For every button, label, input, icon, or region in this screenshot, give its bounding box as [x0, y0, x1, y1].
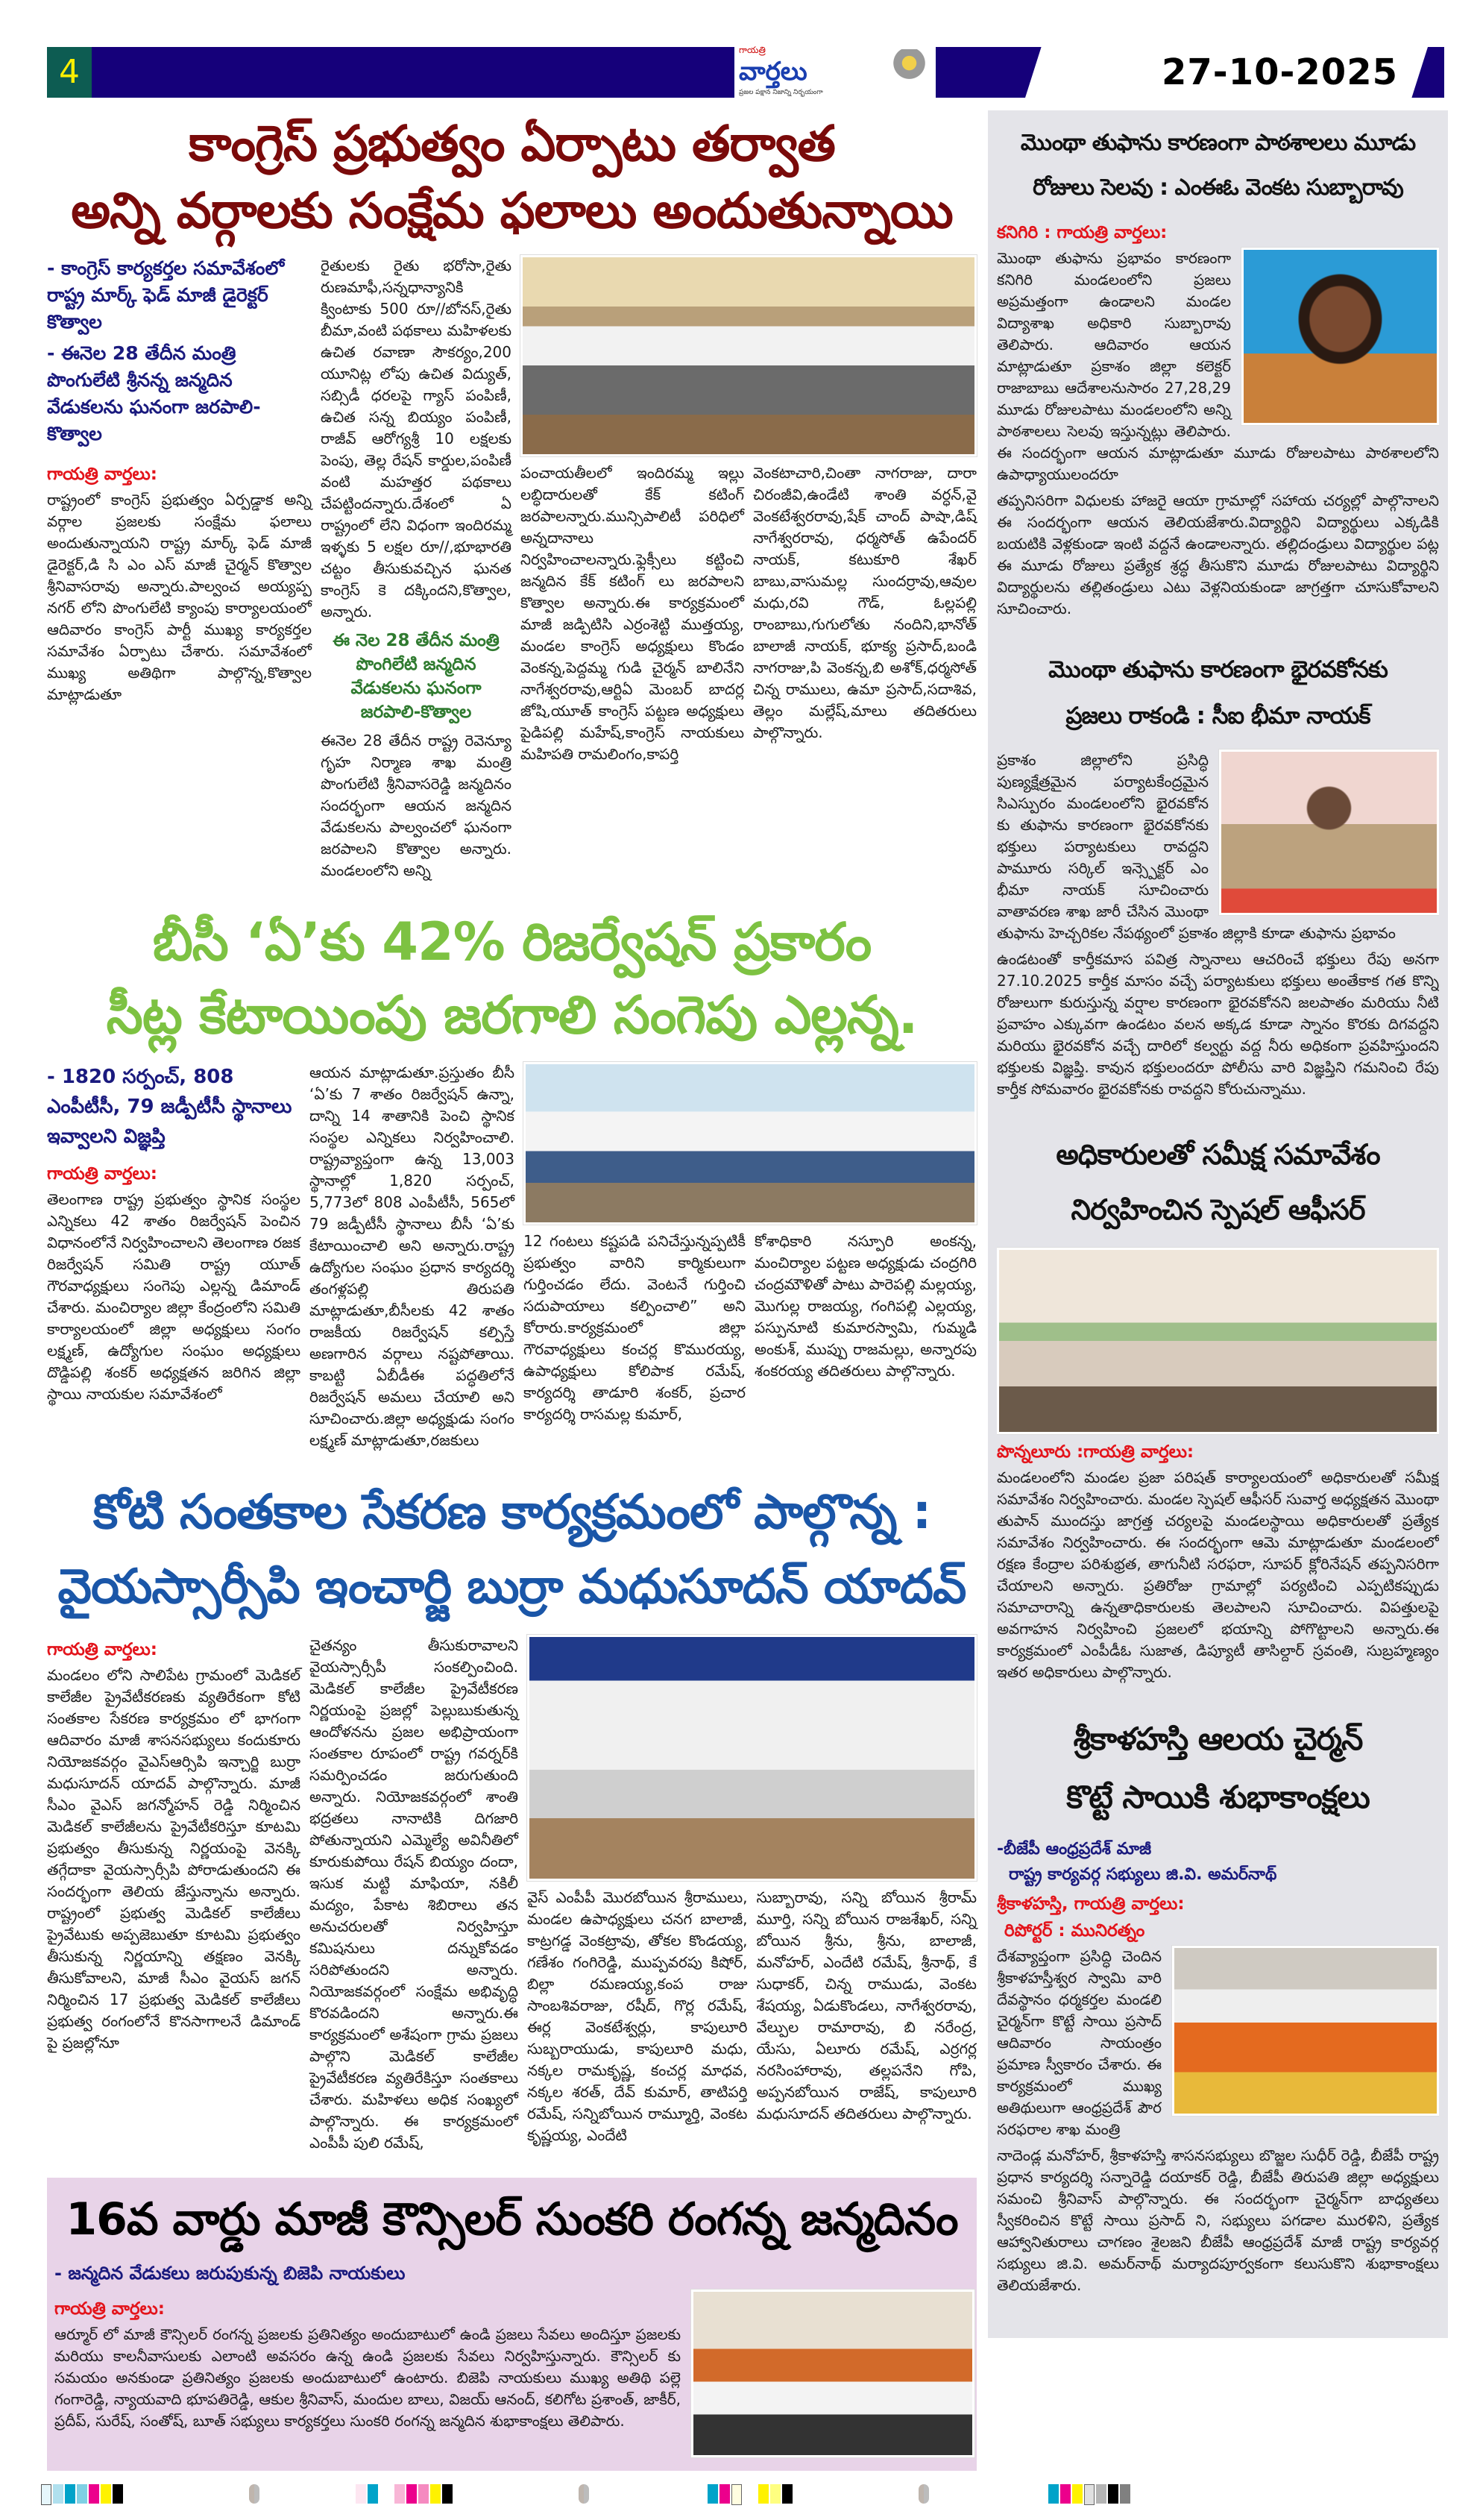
article-body: చైతన్యం తీసుకురావాలని వైయస్సార్సీపీ సంకల్పించింది. మెడికల్ కాలేజీల ప్రైవేటీకరణ నిర్ణయంపై ప్రజల్లో పెల్లుబుకుతున్న ఆందోళనను ప్రజల అభిప్రాయంగా సంతకాల రూపంలో రాష్ట్ర గవర్నర్‌కి సమర్పించడం జరుగుతుంది అన్నారు. నియోజకవర్గంలో శాంతి భద్రతలు నానాటికి దిగజారి పోతున్నాయని ఎమ్మెల్యే అవినీతిలో కూరుకుపోయి రేషన్ బియ్యం దందా, ఇసుక మట్టి మాఫియా, నకిలీ మద్యం, పేకాట శిబిరాలు తన అనుచరులతో నిర్వహిస్తూ కమిషనులు దన్నుకోవడం సరిపోతుందని అన్నారు. నియోజకవర్గంలో సంక్షేమ అభివృద్ధి కొరవడిందని అన్నారు.ఈ కార్యక్రమంలో అశేషంగా గ్రామ ప్రజలు పాల్గొని మెడికల్ కాలేజీల ప్రైవేటీకరణ వ్యతిరేకిస్తూ సంతకాలు చేశారు. మహిళలు అధిక సంఖ్యలో పాల్గొన్నారు. ఈ కార్యక్రమంలో ఎంపీపీ పులి రమేష్,: [309, 1636, 518, 2152]
article-body: మండలంలోని మండల ప్రజా పరిషత్ కార్యాలయంలో అధికారులతో సమీక్ష సమావేశం నిర్వహించారు. మండల స్పెషల్ ఆఫీసర్ సువార్త అధ్యక్షతన మొంథా తుపాన్ ముందస్తు జాగ్రత్త చర్యలపై మండలస్థాయి అధికారులతో ప్రత్యేక సమావేశం నిర్వహించారు. ఈ సందర్భంగా ఆమె మాట్లాడుతూ మండలంలో రక్షణ కేంద్రాల పరిశుభ్రత, తాగునీటి సరఫరా, సూపర్ క్లోరినేషన్ తప్పనిసరిగా చేయాలని అన్నారు. ప్రతిరోజు గ్రామాల్లో పర్యటించి ఎప్పటికప్పుడు సమాచారాన్ని ఉన్నతాధికారులకు తెలపాలని సూచించారు. విపత్తులపై అవగాహన నిర్వహించి ప్రజలలో భయాన్ని పోగొట్టాలని అన్నారు.ఈ కార్యక్రమంలో ఎంపీడీఓ సుజాత, డిప్యూటీ తాసిల్దార్ స్రవంతి, సుబ్రహ్మణ్యం ఇతర అధికారులు పాల్గొన్నారు.: [997, 1468, 1439, 1681]
masthead-bar: [47, 47, 1444, 98]
subhead-line: రాష్ట్ర కార్యవర్గ సభ్యులు జి.వి. అమర్‌నాథ్: [1009, 1865, 1277, 1884]
article-body: ఆర్మూర్ లో మాజీ కౌన్సిలర్ రంగన్న ప్రజలకు ప్రతినిత్యం అందుబాటులో ఉండి ప్రజలు సేవలు అందిస్తూ ప్రజలకు మరియు కాలనీవాసులకు ఎలాంటి అవసరం ఉన్న ఉండి ప్రజలకు సేవలు నిర్వహిస్తున్నారు. కౌన్సిలర్ కు సమయం అనకుండా ప్రతినిత్యం ప్రజలకు అందుబాటులో ఉంటారు. బిజెపి నాయకులు ముఖ్య అతిథి పల్లె గంగారెడ్డి, న్యాయవాది భూపతిరెడ్డి, ఆకుల శ్రీనివాస్, మందుల బాలు, విజయ్ ఆనంద్, కలిగోట ప్రశాంత్, జాకీర్, ప్రదీప్, సురేష్, సంతోష్, బూత్ సభ్యులు కార్యకర్తలు సుంకరి రంగన్న జన్మదిన శుభాకాంక్షలు తెలిపారు.: [54, 2325, 681, 2430]
article-body: ఉండటంతో కార్తీకమాస పవిత్ర స్నానాలు ఆచరించే భక్తులు రేపు అనగా 27.10.2025 కార్తీక మాసం వచ్చే పర్యాటకులు భక్తులు అంతేకాక గత కొన్ని రోజులుగా కురుస్తున్న వర్షాల కారణంగా భైరవకోనని జలపాతం మరియు నీటి ప్రవాహం ఎక్కువగా ఉండటం వలన అక్కడ కూడా స్నానం కొరకు దిగవద్దని మరియు భైరవకోన వచ్చే దారిలో కల్వర్టు వద్ద నీరు అధికంగా ప్రవహిస్తుందని భక్తులకు విజ్ఞప్తి. కావున భక్తులందరూ పోలీసు వారి విజ్ఞప్తిని గమనించి రేపు కార్తీక సోమవారం భైరవకోనకు రావద్దని కోరుచున్నాము.: [997, 950, 1439, 1098]
article-body: పంచాయతీలలో ఇందిరమ్మ ఇల్లు లబ్ధిదారులతో కేక్ కటింగ్ జరపాలన్నారు.మున్సిపాలిటీ పరిధిలో అన్నదానాలు నిర్వహించాలన్నారు.ఫ్లెక్సీలు కట్టించి జన్మదిన కేక్ కటింగ్ లు జరపాలని కొత్వాల అన్నారు.ఈ కార్యక్రమంలో మాజీ జడ్పిటిసి ఎర్రంశెట్టి ముత్తయ్య, మండల కాంగ్రెస్ అధ్యక్షులు కొండం వెంకన్న,పెద్దమ్మ గుడి చైర్మన్ బాలినేని నాగేశ్వరరావు,ఆర్టిఏ మెంబర్ బాదర్ల జోషి,యూత్ కాంగ్రెస్ పట్టణ అధ్యక్షులు పైడిపల్లి మహేష్,కాంగ్రెస్ నాయకులు మహిపతి రామలింగం,కాపర్తి: [520, 464, 744, 763]
article-body: 12 గంటలు కష్టపడి పనిచేస్తున్నప్పటికీ ప్రభుత్వం వారిని కార్మికులుగా గుర్తించడం లేదు. వెంటనే గుర్తించి సదుపాయాలు కల్పించాలి” అని కోరారు.కార్యక్రమంలో జిల్లా గౌరవాధ్యక్షులు కంచర్ల కొమురయ్య, ఉపాధ్యక్షులు కోలిపాక రమేష్, కార్యదర్శి తాడూరి శంకర్, ప్రచార కార్యదర్శి రాసమల్ల కుమార్,: [523, 1232, 746, 1423]
headline-line: కాంగ్రెస్ ప్రభుత్వం ఏర్పాటు తర్వాత: [189, 115, 835, 172]
right-column: [988, 110, 1448, 2338]
article4-content: [54, 2260, 969, 2457]
right2: [997, 647, 1439, 1105]
article3-right: [527, 1635, 977, 2151]
newspaper-logo: [734, 45, 936, 100]
logo-small-text: గాయత్రి: [739, 45, 766, 55]
logo-name: వార్తలు: [739, 57, 807, 87]
article3-col1: [47, 1635, 300, 2058]
article3-col2: [309, 1635, 518, 2158]
headline-line: అధికారులతో సమీక్ష సమావేశం: [1056, 1138, 1380, 1171]
headline-line: అన్ని వర్గాలకు సంక్షేమ ఫలాలు అందుతున్నాయి: [71, 182, 953, 239]
article-body: దేశవ్యాప్తంగా ప్రసిద్ధి చెందిన శ్రీకాళహస్తీశ్వర స్వామి వారి దేవస్థానం ధర్మకర్తల మండలి చైర్మన్‌గా కొట్టే సాయి ప్రసాద్ ఆదివారం సాయంత్రం ప్రమాణ స్వీకారం చేశారు. ఈ కార్యక్రమంలో ముఖ్య అతిథులుగా ఆంధ్రప్రదేశ్ పౌర సరఫరాల శాఖ మంత్రి: [997, 1947, 1162, 2138]
article-body: సుబ్బారావు, సన్ని బోయిన శ్రీరామ్ మూర్తి, సన్ని బోయిన రాజశేఖర్, సన్ని బోయిన శ్రీను, శ్రీను, బాలాజీ, మనోహర్, ఎందేటి రమేష్, శ్రీనాథ్, కే సుధాకర్, చిన్న రాముడు, వెంకట శేషయ్య, ఏడుకొండలు, నాగేశ్వరరావు, వేల్పుల రామారావు, బి నరేంద్ర, యేసు, ఏలూరు రమేష్, ఎర్రగర్ల నరసింహారావు, తల్లపనేని గోపి, అప్పనబోయిన రాజేష్, కాపులూరి మధుసూదన్ తదితరులు పాల్గొన్నారు.: [756, 1888, 977, 2122]
article-body: ఆయన మాట్లాడుతూ.ప్రస్తుతం బీసీ ‘ఏ’కు 7 శాతం రిజర్వేషన్ ఉన్నా, దాన్ని 14 శాతానికి పెంచి స్థానిక సంస్థల ఎన్నికలు నిర్వహించాలి. రాష్ట్రవ్యాప్తంగా ఉన్న 13,003 స్థానాల్లో 1,820 సర్పంచ్, 5,773లో 808 ఎంపీటీసీ, 565లో 79 జడ్పీటీసీ స్థానాలు బీసీ ‘ఏ’కు కేటాయించాలి అని అన్నారు.రాష్ట్ర ఉద్యోగుల సంఘం ప్రధాన కార్యదర్శి తంగళ్లపల్లి తిరుపతి మాట్లాడుతూ,బీసీలకు 42 శాతం రాజకీయ రిజర్వేషన్ కల్పిస్తే అణగారిన వర్గాలు నష్టపోతాయి. కాబట్టి ఏబీడీఈ పద్ధతిలోనే రిజర్వేషన్ అమలు చేయాలి అని సూచించారు.జిల్లా అధ్యక్షుడు సంగం లక్ష్మణ్ మాట్లాడుతూ,రజకులు: [309, 1063, 514, 1449]
dateline: గాయత్రి వార్తలు:: [47, 1640, 157, 1659]
signature-campaign-photo: [527, 1635, 977, 1881]
subhead: - 1820 సర్పంచ్, 808 ఎంపీటీసీ, 79 జడ్పీటీసీ స్థానాలు ఇవ్వాలని విజ్ఞప్తి: [47, 1066, 292, 1148]
officer-portrait: [1241, 248, 1439, 425]
article-body: ప్రకాశం జిల్లాలోని ప్రసిద్ధి పుణ్యక్షేత్రమైన పర్యాటకేంద్రమైన సిఎస్పురం మండలంలోని భైరవకోన కు తుఫాను కారణంగా భైరవకోనకు భక్తులు పర్యాటకులు రావద్దని పామూరు సర్కిల్ ఇన్స్పెక్టర్ ఎం భీమా నాయక్ సూచించారు వాతావరణ శాఖ జారీ చేసిన మొంథా తుఫాను హెచ్చరికల నేపథ్యంలో ప్రకాశం జిల్లాకి కూడా తుఫాను ప్రభావం: [997, 751, 1396, 942]
headline-line: రోజులు సెలవు : ఎంఈఓ వెంకట సుబ్బారావు: [1033, 175, 1403, 201]
article2-col1: [47, 1062, 300, 1410]
article1-right: [520, 255, 977, 770]
right2-headline: [997, 647, 1439, 739]
dateline: గాయత్రి వార్తలు:: [47, 1164, 157, 1184]
article-body: ఈనెల 28 తేదీన రాష్ట్ర రెవెన్యూ గృహ నిర్మాణ శాఖ మంత్రి పొంగులేటి శ్రీనివాసరెడ్డి జన్మదినం సందర్భంగా ఆయన జన్మదిన వేడుకలను పాల్వంచలో ఘనంగా జరపాలని కొత్వాల అన్నారు. మండలంలోని అన్ని: [321, 732, 511, 879]
headline-line: నిర్వహించిన స్పెషల్ ఆఫీసర్: [1071, 1193, 1365, 1226]
birthday-news-box: [47, 2178, 977, 2471]
green-subhead: ఈ నెల 28 తేదీన మంత్రి పొంగిలేటి జన్మదిన వేడుకలను ఘనంగా జరపాలి-కొత్వాల: [333, 631, 500, 722]
logo-figure-icon: [887, 49, 931, 95]
article1-col1: [47, 255, 312, 710]
article-body: వెంకటాచారి,చింతా నాగరాజు, దారా చిరంజీవి,ఉండేటి శాంతి వర్ధన్,వై వెంకటేశ్వరరావు,షేక్ చాంద్ పాషా,డిష్ నాగేశ్వరరావు, ధర్మసోత్ ఉపేందర్ నాయక్, కటుకూరి శేఖర్ బాబు,వాసుమల్ల సుందర్రావు,ఆవుల మధు,రవి గౌడ్, ఓల్లపల్లి రాంబాబు,గుగులోతు నందిని,భానోత్ బాలాజీ నాయక్, భూక్య ప్రసాద్,బండి నాగరాజు,పి వెంకన్న,బి అశోక్,ధర్మసోత్ చిన్న రాములు, ఉమా ప్రసాద్,సదాశివ, తెల్లం మల్లేష్,మాలు తదితరులు పాల్గొన్నారు.: [753, 464, 977, 741]
article-body: వైస్ ఎంపీపీ మొరబోయిన శ్రీరాములు, మండల ఉపాధ్యక్షులు చనగ బాలాజీ, కాట్రగడ్డ వెంకట్రావు, తోకల కొండయ్య, గణేశం గంగిరెడ్డి, ముప్పవరపు కిషోర్, బిల్లా రమణయ్య,కంప రాజు సాంబశివరాజు, రషీద్, గొర్ల రమేష్, ఈర్ల వెంకటేశ్వర్లు, కాపులూరి సుబ్బరాయుడు, కాపులూరి మధు, నక్కల రామకృష్ణ, కంచర్ల మాధవ, నక్కల శరత్, దేవ్ కుమార్, తాటిపర్తి రమేష్, సన్నిబోయిన రామ్మూర్తి, వెంకట కృష్ణయ్య, ఎందేటి: [527, 1888, 748, 2144]
page-number: 4: [47, 47, 92, 98]
meeting-photo: [523, 1062, 977, 1225]
issue-date: 27-10-2025: [1161, 51, 1398, 93]
logo-text: [734, 45, 883, 100]
article-body: నాదెండ్ల మనోహర్, శ్రీకాళహస్తి శాసనసభ్యులు బొజ్జల సుధీర్ రెడ్డి, బీజేపీ రాష్ట్ర ప్రధాన కార్యదర్శి సన్నారెడ్డి దయాకర్ రెడ్డి, బీజేపీ తిరుపతి జిల్లా అధ్యక్షులు సమంచి శ్రీనివాస్ పాల్గొన్నారు. ఈ సందర్భంగా చైర్మన్‌గా బాధ్యతలు స్వీకరించిన కొట్టే సాయి ప్రసాద్ ని, సభ్యులు పగడాల మురళిని, ప్రత్యేక ఆహ్వానితురాలు చాగణం శైలజని బీజేపీ ఆంధ్రప్రదేశ్ మాజీ రాష్ట్ర కార్యవర్గ సభ్యులు జి.వి. అమర్‌నాథ్ మర్యాదపూర్వకంగా కలుసుకొని శుభాకాంక్షలు తెలియజేశారు.: [997, 2146, 1439, 2294]
article2-columns: [47, 1062, 977, 1456]
article1-headline: [47, 110, 977, 245]
headline-line: శ్రీకాళహస్తి ఆలయ చైర్మన్: [1073, 1721, 1363, 1757]
article2-col2: [309, 1062, 514, 1456]
article-body: రాష్ట్రంలో కాంగ్రెస్ ప్రభుత్వం ఏర్పడ్డాక అన్ని వర్గాల ప్రజలకు సంక్షేమ ఫలాలు అందుతున్నాయని రాష్ట్ర మార్క్ ఫెడ్ మాజీ డైరెక్టర్,డి సి ఎం ఎస్ మాజీ చైర్మన్ కొత్వాల శ్రీనివాసరావు అన్నారు.పాల్వంచ అయ్యప్ప నగర్ లోని పొంగులేటి క్యాంపు కార్యాలయంలో ఆదివారం కాంగ్రెస్ పార్టీ ముఖ్య కార్యకర్తల సమావేశం ఏర్పాటు చేశారు. సమావేశంలో ముఖ్య అతిథిగా పాల్గొన్న,కొత్వాల మాట్లాడుతూ: [47, 491, 312, 703]
article2-headline: [47, 905, 977, 1052]
dateline: పొన్నలూరు :గాయత్రి వార్తలు:: [997, 1442, 1194, 1462]
article-body: రైతులకు రైతు భరోసా,రైతు రుణమాఫీ,సన్నధాన్యానికి క్వింటాకు 500 రూ//బోనస్,రైతు బీమా,వంటి పథకాలు మహిళలకు ఉచిత రవాణా సౌకర్యం,200 యూనిట్ల లోపు ఉచిత విద్యుత్, సబ్సిడీ ధరలపై గ్యాస్ పంపిణీ, ఉచిత సన్న బియ్యం పంపిణీ, రాజీవ్ ఆరోగ్యశ్రీ 10 లక్షలకు పెంపు, తెల్ల రేషన్ కార్డుల,పంపిణీ వంటి మహత్తర పథకాలు చేపట్టిందన్నారు.దేశంలో ఏ రాష్ట్రంలో లేని విధంగా ఇందిరమ్మ ఇళ్ళకు 5 లక్షల రూ//,భూభారతి చట్టం తీసుకువచ్చిన ఘనత కాంగ్రెస్ కె దక్కిందని,కొత్వాల, అన్నారు.: [321, 257, 511, 620]
headline-line: కొట్టే సాయికి శుభాకాంక్షలు: [1066, 1779, 1370, 1815]
article1: [47, 110, 977, 886]
subhead: - జన్మదిన వేడుకలు జరుపుకున్న బిజెపి నాయకులు: [54, 2263, 406, 2284]
review-meeting-photo: [997, 1248, 1439, 1434]
dateline: గాయత్రి వార్తలు:: [47, 465, 157, 484]
reporter-name: రిపోర్టర్ : మునిరత్నం: [1004, 1921, 1145, 1941]
headline-line: మొంథా తుఫాను కారణంగా పాఠశాలలు మూడు: [1020, 130, 1416, 156]
article-body: కోశాధికారి నస్పూరి అంకన్న, మంచిర్యాల పట్టణ అధ్యక్షుడు చంద్రగిరి చంద్రమౌళితో పాటు పారెపల్లి మల్లయ్య, మొగుల్ల రాజయ్య, గంగిపల్లి ఎల్లయ్య, పస్పునూటి కుమారస్వామి, గుమ్మడి అంకుశ్, ముప్పు రాజమల్లు, అన్నారపు శంకరయ్య తదితరులు పాల్గొన్నారు.: [755, 1232, 977, 1380]
right3: [997, 1127, 1439, 1688]
article3-headline: [47, 1475, 977, 1624]
subhead: - కాంగ్రెస్ కార్యకర్తల సమావేశంలో రాష్ట్ర మార్క్ ఫెడ్ మాజీ డైరెక్టర్ కొత్వాల: [47, 257, 285, 333]
main-column: [47, 110, 977, 2471]
temple-chairman-photo: [1172, 1946, 1439, 2116]
article-body: మొంథా తుఫాను ప్రభావం కారణంగా కనిగిరి మండలంలోని ప్రజలు అప్రమత్తంగా ఉండాలని మండల విద్యాశాఖ అధికారి సుబ్బారావు తెలిపారు. ఆదివారం ఆయన మాట్లాడుతూ ప్రకాశం జిల్లా కలెక్టర్ రాజాబాబు ఆదేశాలనుసారం 27,28,29 మూడు రోజులపాటు మండలంలోని అన్ని పాఠశాలలు సెలవు ఇస్తున్నట్లు తెలిపారు. ఈ సందర్భంగా ఆయన మాట్లాడుతూ మూడు రోజులపాటు పాఠశాలలోని ఉపాధ్యాయులందరూ: [997, 249, 1439, 483]
article4-text: [54, 2260, 681, 2436]
headline-line: ప్రజలు రాకండి : సీఐ భీమా నాయక్: [1065, 703, 1370, 729]
article1-under-photo: [520, 462, 977, 770]
dateline: కనిగిరి : గాయత్రి వార్తలు:: [997, 223, 1168, 242]
subhead-line: -బీజేపీ ఆంధ్రప్రదేశ్ మాజీ: [997, 1840, 1152, 1858]
headline-line: వైయస్సార్సీపి ఇంచార్జి బుర్రా మధుసూదన్ యాదవ్: [57, 1559, 966, 1615]
right1: [997, 121, 1439, 624]
article3-columns: [47, 1635, 977, 2158]
article-body: మండలం లోని సాలిపేట గ్రామంలో మెడికల్ కాలేజీల ప్రైవేటీకరణకు వ్యతిరేకంగా కోటి సంతకాల సేకరణ కార్యక్రమం లో భాగంగా ఆదివారం మాజీ శాసనసభ్యులు కందుకూరు నియోజకవర్గం వైఎస్ఆర్సిపి ఇన్చార్జి బుర్రా మధుసూదన్ యాదవ్ పాల్గొన్నారు. మాజీ సీఎం వైఎస్ జగన్మోహన్ రెడ్డి నిర్మించిన మెడికల్ కాలేజీలను ప్రైవేటీకరిస్తూ కూటమి ప్రభుత్వం తీసుకున్న నిర్ణయంపై వెనక్కి తగ్గేదాకా వైయస్సార్సీపి పోరాడుతుందని ఈ సందర్భంగా తెలియ జేస్తున్నాను అన్నారు. రాష్ట్రంలో ప్రభుత్వ మెడికల్ కాలేజీలు ప్రైవేటుకు అప్పజెబుతూ కూటమి ప్రభుత్వం తీసుకున్న నిర్ణయాన్ని తక్షణం వెనక్కి తీసుకోవాలని, మాజీ సీఎం వైయస్ జగన్ నిర్మించిన 17 ప్రభుత్వ మెడికల్ కాలేజీలు ప్రభుత్వ రంగంలోనే కొనసాగాలనే డిమాండ్ పై ప్రజల్లోనూ: [47, 1666, 300, 2052]
article2-under-photo: [523, 1231, 977, 1430]
headline-line: కోటి సంతకాల సేకరణ కార్యక్రమంలో పాల్గొన్న :: [92, 1485, 931, 1540]
article-body: తెలంగాణ రాష్ట్ర ప్రభుత్వం స్థానిక సంస్థల ఎన్నికలు 42 శాతం రిజర్వేషన్ పెంచిన విధానంలోనే నిర్వహించాలని తెలంగాణ రజక రిజర్వేషన్ సమితి రాష్ట్ర యూత్ గౌరవాధ్యక్షులు సంగెపు ఎల్లన్న డిమాండ్ చేశారు. మంచిర్యాల జిల్లా కేంద్రంలోని సమితి కార్యాలయంలో జిల్లా అధ్యక్షులు సంగం లక్ష్మణ్, ఉద్యోగుల సంఘం అధ్యక్షులు దొడ్డిపల్లి శంకర్ అధ్యక్షతన జరిగిన జిల్లా స్థాయి నాయకుల సమావేశంలో: [47, 1190, 300, 1403]
article4-headline: 16వ వార్డు మాజీ కౌన్సిలర్ సుంకరి రంగన్న జన్మదినం: [66, 2193, 958, 2246]
article-body: తప్పనిసరిగా విధులకు హాజరై ఆయా గ్రామాల్లో సహాయ చర్యల్లో పాల్గొనాలని ఈ సందర్భంగా ఆయన తెలియజేశారు.విద్యార్థిని విద్యార్థులు ఎక్కడికి బయటికి వెళ్లకుండా ఇంటి వద్దనే ఉండాలన్నారు. తల్లిదండ్రులు విద్యార్థుల పట్ల ఈ మూడు రోజులు ప్రత్యేక శ్రద్ధ తీసుకొని మూడు రోజులపాటు విద్యార్థిని విద్యార్థులను తల్లితండ్రులు ఎటు వెళ్లనియకుండా జాగ్రత్తగా చూసుకోవాలని సూచించారు.: [997, 491, 1439, 618]
headline-line: మొంథా తుఫాను కారణంగా భైరవకోనకు: [1048, 656, 1388, 683]
meeting-photo: [520, 255, 977, 456]
page-body: [47, 110, 1448, 2471]
print-color-bars: [41, 2484, 1458, 2505]
subhead: - ఈనెల 28 తేదీన మంత్రి పొంగులేటి శ్రీనన్న జన్మదిన వేడుకలను ఘనంగా జరపాలి-కొత్వాల: [47, 342, 261, 444]
article2: [47, 905, 977, 1456]
article1-columns: [47, 255, 977, 886]
article1-col2: [321, 255, 511, 886]
headline-line: సీట్ల కేటాయింపు జరగాలి సంగెపు ఎల్లన్న.: [106, 984, 918, 1046]
article3: [47, 1475, 977, 2158]
article2-right: [523, 1062, 977, 1430]
headline-line: బీసీ ‘ఏ’కు 42% రిజర్వేషన్ ప్రకారం: [152, 911, 872, 973]
right1-headline: [997, 121, 1439, 210]
right3-headline: [997, 1127, 1439, 1237]
dateline: గాయత్రి వార్తలు:: [54, 2299, 165, 2319]
police-officer-photo: [1219, 750, 1439, 915]
article3-under-photo: [527, 1887, 977, 2151]
right4: [997, 1710, 1439, 2301]
right4-headline: [997, 1710, 1439, 1826]
celebration-photo: [691, 2290, 974, 2457]
dateline: శ్రీకాళహస్తి, గాయత్రి వార్తలు:: [997, 1894, 1185, 1914]
logo-tagline: ప్రజల పక్షాన నిజాన్ని నిర్భయంగా: [739, 89, 823, 96]
subhead: [997, 1837, 1439, 1888]
